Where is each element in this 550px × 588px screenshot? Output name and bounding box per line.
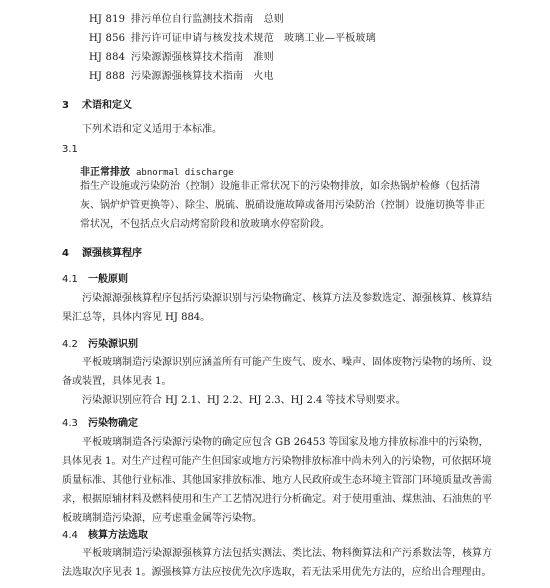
paragraph: 下列术语和定义适用于本标准。: [82, 124, 222, 135]
paragraph: 污染源识别应符合 HJ 2.1、HJ 2.2、HJ 2.3、HJ 2.4 等技术导则要求。: [82, 395, 406, 406]
subsection-heading: [62, 270, 128, 285]
subsection-number: 4.2: [62, 339, 78, 350]
subsection-title: 一般原则: [88, 274, 128, 285]
term-chinese: 非正常排放: [80, 167, 130, 178]
section-heading: [62, 244, 142, 259]
term-definition: 指生产设施或污染防治（控制）设施非正常状况下的污染物排放，如余热锅炉检修（包括清灰、锅炉炉管更换等）、除尘、脱硫、脱硝设施故障或备用污染防治（控制）设施切换等非正常状况，不包括点火启动烤窑阶段和放玻璃水停窑阶段。: [80, 181, 485, 230]
paragraph: 污染源源强核算程序包括污染源识别与污染物确定、核算方法及参数选定、源强核算、核算结果汇总等，具体内容见 HJ 884。: [62, 293, 492, 323]
paragraph: 平板玻璃制造各污染源污染物的确定应包含 GB 26453 等国家及地方排放标准中的污染物，具体见表 1。对生产过程可能产生但国家或地方污染物排放标准中尚未列入的污染物，可依据环境质量标准、其他行业标准、其他国家排放标准、地方人民政府或生态环境主管部门环境质量改善需求，根据原辅材料及燃料使用和生产工艺情况进行分析确定。对于使用重油、煤焦油、石油焦的平板玻璃制造污染源，应考虑重金属等污染物。: [62, 437, 492, 524]
paragraph: 平板玻璃制造污染源识别应涵盖所有可能产生废气、废水、噪声、固体废物污染物的场所、设备或装置，具体见表 1。: [62, 357, 492, 387]
subsection-heading: [62, 526, 148, 541]
reference-title: 排污单位自行监测技术指南 总则: [131, 14, 284, 25]
reference-title: 污染源源强核算技术指南 准则: [131, 52, 274, 63]
reference-title: 污染源源强核算技术指南 火电: [131, 71, 274, 82]
section-number: 4: [62, 248, 69, 259]
reference-item: [89, 10, 284, 25]
subsection-number: 4.1: [62, 274, 78, 285]
reference-code: HJ 819: [89, 14, 126, 25]
reference-code: HJ 884: [89, 52, 126, 63]
subsection-number: 4.4: [62, 530, 78, 541]
term-english: abnormal discharge: [136, 168, 234, 178]
subsection-heading: [62, 335, 138, 350]
section-heading: [62, 96, 132, 111]
section-number: 3: [62, 100, 69, 111]
paragraph: 平板玻璃制造污染源源强核算方法包括实测法、类比法、物料衡算法和产污系数法等，核算方法选取次序见表 1。源强核算方法应按优先次序选取，若无法采用优先方法的，应给出合理理由。: [62, 548, 492, 578]
subsection-number: 4.3: [62, 418, 78, 429]
term-number: 3.1: [62, 144, 78, 155]
reference-item: [89, 67, 274, 82]
subsection-heading: [62, 414, 138, 429]
section-title: 术语和定义: [82, 100, 132, 111]
subsection-title: 污染源识别: [88, 339, 138, 350]
reference-code: HJ 856: [89, 33, 126, 44]
term-heading: [80, 163, 234, 178]
subsection-title: 核算方法选取: [88, 530, 148, 541]
reference-item: [89, 48, 274, 63]
reference-code: HJ 888: [89, 71, 126, 82]
section-title: 源强核算程序: [82, 248, 142, 259]
reference-item: [89, 29, 376, 44]
reference-title: 排污许可证申请与核发技术规范 玻璃工业—平板玻璃: [131, 33, 376, 44]
subsection-title: 污染物确定: [88, 418, 138, 429]
